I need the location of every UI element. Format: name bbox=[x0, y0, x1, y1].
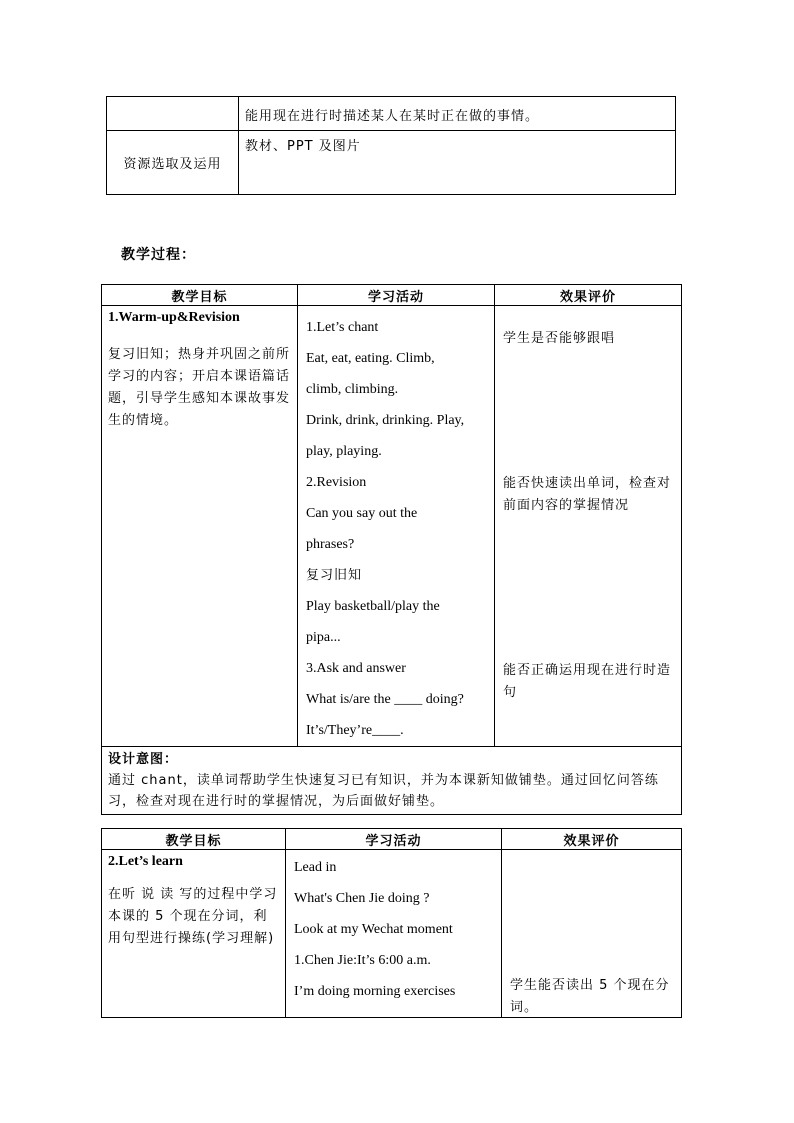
objective-text: 能用现在进行时描述某人在某时正在做的事情。 bbox=[245, 109, 540, 124]
t1-activity-line: 2.Revision bbox=[306, 475, 367, 490]
t2-eval: 学生能否读出 5 个现在分词。 bbox=[510, 978, 670, 1015]
t1-activity-line: 复习旧知 bbox=[306, 568, 363, 583]
t1-activity-line: Can you say out the bbox=[306, 506, 418, 521]
teaching-table-1 bbox=[101, 284, 682, 815]
t1-design-title: 设计意图： bbox=[108, 752, 179, 767]
t2-activity-line: 1.Chen Jie:It’s 6:00 a.m. bbox=[294, 953, 431, 968]
t2-activity-line: Lead in bbox=[294, 860, 337, 875]
t2-header-evaluation: 效果评价 bbox=[502, 829, 682, 850]
t1-evaluation-cell bbox=[495, 306, 682, 747]
t1-header-evaluation: 效果评价 bbox=[495, 285, 682, 306]
teaching-table-2 bbox=[101, 828, 682, 1018]
t2-goal-cell bbox=[102, 850, 286, 1018]
t1-eval-1: 学生是否能够跟唱 bbox=[503, 331, 616, 346]
t2-goal-text: 在听 说 读 写的过程中学习本课的 5 个现在分词，利用句型进行操练(学习理解) bbox=[108, 887, 278, 946]
t1-design-cell bbox=[102, 747, 682, 815]
t2-evaluation-cell bbox=[502, 850, 682, 1018]
top-row1-right-cell bbox=[239, 97, 676, 131]
t1-activity-line: Drink, drink, drinking. Play, bbox=[306, 413, 465, 428]
t1-activity-line: It’s/They’re____. bbox=[306, 723, 404, 738]
t2-activity-cell bbox=[286, 850, 502, 1018]
t2-header-goal: 教学目标 bbox=[102, 829, 286, 850]
t2-header-activity: 学习活动 bbox=[286, 829, 502, 850]
top-info-table bbox=[106, 96, 676, 195]
top-row2-left-cell bbox=[107, 131, 239, 195]
t1-activity-line: play, playing. bbox=[306, 444, 382, 459]
t1-eval-2: 能否快速读出单词，检查对前面内容的掌握情况 bbox=[503, 476, 672, 513]
t1-activity-line: Play basketball/play the bbox=[306, 599, 440, 614]
t1-activity-line: 3.Ask and answer bbox=[306, 661, 406, 676]
t2-activity-line: What's Chen Jie doing ? bbox=[294, 891, 430, 906]
top-row2-right-cell bbox=[239, 131, 676, 195]
t1-activity-line: climb, climbing. bbox=[306, 382, 399, 397]
top-row1-left-cell bbox=[107, 97, 239, 131]
t1-goal-title: 1.Warm-up&Revision bbox=[108, 310, 240, 325]
t1-header-goal: 教学目标 bbox=[102, 285, 298, 306]
section-heading: 教学过程： bbox=[121, 247, 196, 263]
t1-goal-cell bbox=[102, 306, 298, 747]
t1-activity-line: 1.Let’s chant bbox=[306, 320, 379, 335]
t1-activity-line: pipa... bbox=[306, 630, 341, 645]
t2-activity-line: I’m doing morning exercises bbox=[294, 984, 456, 999]
t1-activity-line: phrases? bbox=[306, 537, 355, 552]
t1-header-activity: 学习活动 bbox=[298, 285, 495, 306]
t1-activity-cell bbox=[298, 306, 495, 747]
t1-activity-line: What is/are the ____ doing? bbox=[306, 692, 464, 707]
resources-text: 教材、PPT 及图片 bbox=[245, 139, 361, 154]
t2-goal-title: 2.Let’s learn bbox=[108, 854, 183, 869]
t1-eval-3: 能否正确运用现在进行时造句 bbox=[503, 663, 672, 700]
t2-activity-line: Look at my Wechat moment bbox=[294, 922, 453, 937]
t1-activity-line: Eat, eat, eating. Climb, bbox=[306, 351, 435, 366]
t1-goal-text: 复习旧知；热身并巩固之前所学习的内容；开启本课语篇话题，引导学生感知本课故事发生的情境。 bbox=[108, 347, 291, 428]
resources-label: 资源选取及运用 bbox=[123, 157, 222, 172]
t1-design-text: 通过 chant，读单词帮助学生快速复习已有知识，并为本课新知做铺垫。通过回忆问答练习，检查对现在进行时的掌握情况，为后面做好铺垫。 bbox=[108, 773, 659, 809]
